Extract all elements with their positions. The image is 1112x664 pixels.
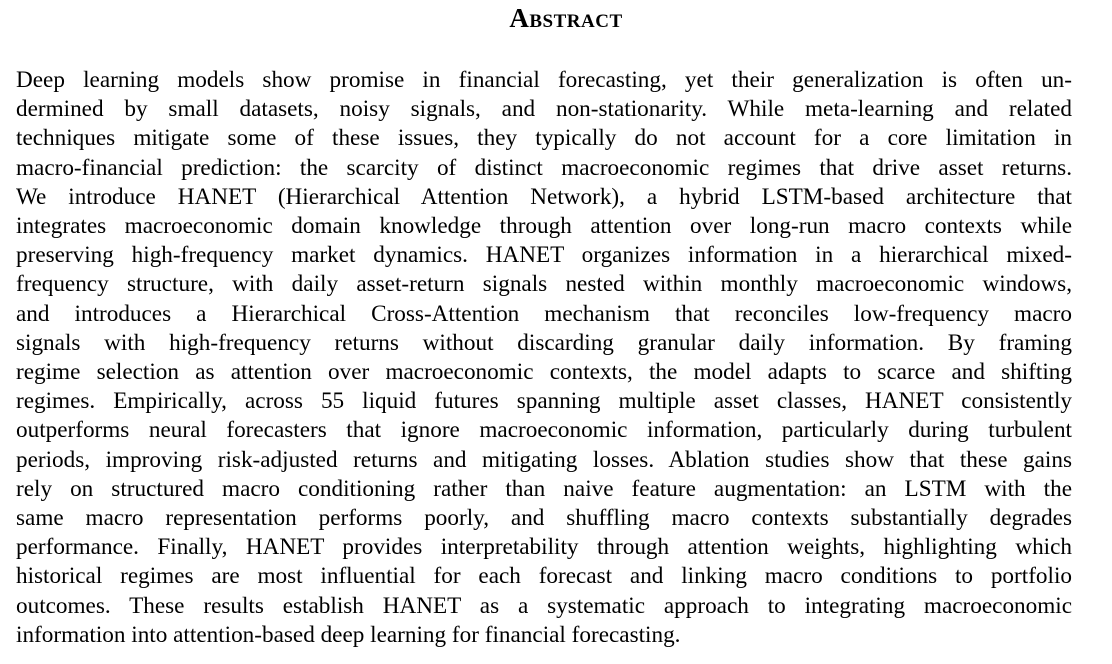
abstract-line: signals with high-frequency returns without discarding granular daily information. By framing (16, 329, 1072, 356)
abstract-line: macro-financial prediction: the scarcity of distinct macroeconomic regimes that drive asset returns. (16, 154, 1072, 181)
abstract-line: information into attention-based deep learning for financial forecasting. (16, 621, 681, 648)
section-heading: Abstract (509, 3, 623, 33)
abstract-line: performance. Finally, HANET provides interpretability through attention weights, highlighting which (16, 534, 1072, 561)
abstract-line: and introduces a Hierarchical Cross-Attention mechanism that reconciles low-frequency macro (16, 300, 1072, 327)
abstract-line: outperforms neural forecasters that ignore macroeconomic information, particularly during turbulent (16, 417, 1072, 444)
abstract-line: periods, improving risk-adjusted returns and mitigating losses. Ablation studies show that these gains (16, 446, 1072, 473)
abstract-body (16, 66, 1072, 650)
abstract-line: techniques mitigate some of these issues, they typically do not account for a core limitation in (16, 125, 1072, 152)
abstract-line: outcomes. These results establish HANET as a systematic approach to integrating macroeconomic (16, 592, 1072, 619)
abstract-line: integrates macroeconomic domain knowledge through attention over long-run macro contexts while (16, 213, 1072, 240)
abstract-line: Deep learning models show promise in financial forecasting, yet their generalization is often un- (16, 67, 1072, 93)
abstract-line: frequency structure, with daily asset-return signals nested within monthly macroeconomic windows, (16, 271, 1072, 298)
abstract-line: We introduce HANET (Hierarchical Attention Network), a hybrid LSTM-based architecture that (16, 183, 1072, 210)
abstract-line: preserving high-frequency market dynamics. HANET organizes information in a hierarchical mixed- (16, 242, 1072, 269)
abstract-line: dermined by small datasets, noisy signals, and non-stationarity. While meta-learning and related (16, 96, 1072, 123)
abstract-line: regime selection as attention over macroeconomic contexts, the model adapts to scarce and shifting (16, 359, 1072, 386)
abstract-line: regimes. Empirically, across 55 liquid futures spanning multiple asset classes, HANET consistently (16, 388, 1072, 415)
abstract-line: same macro representation performs poorly, and shuffling macro contexts substantially degrades (16, 505, 1072, 532)
abstract-line: rely on structured macro conditioning rather than naive feature augmentation: an LSTM with the (16, 475, 1072, 502)
abstract-line: historical regimes are most influential for each forecast and linking macro conditions to portfolio (16, 563, 1072, 590)
